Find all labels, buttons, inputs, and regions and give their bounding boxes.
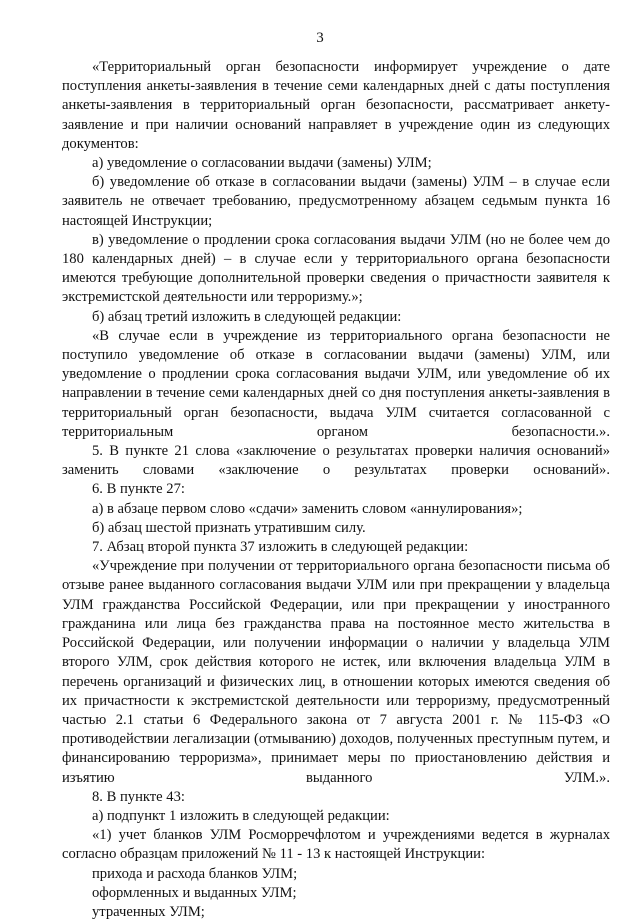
paragraph-item-b: б) уведомление об отказе в согласовании выдачи (замены) УЛМ – в случае если заявитель не отвечает требованию, предусмотренному абзацем седьмым пункта 16 настоящей Инструкции;	[62, 174, 610, 229]
list-item-lost: утраченных УЛМ;	[92, 903, 205, 920]
page-number: 3	[316, 30, 324, 46]
paragraph-point-6: 6. В пункте 27:	[92, 481, 185, 498]
paragraph-point-5: 5. В пункте 21 слова «заключение о результатах проверки наличия оснований» заменить словами «заключение о результатах проверки оснований».	[62, 443, 610, 479]
list-item-issued: оформленных и выданных УЛМ;	[92, 884, 297, 901]
paragraph-point-8a: а) подпункт 1 изложить в следующей редакции:	[92, 807, 390, 824]
paragraph-quote-agreement: «В случае если в учреждение из территориального органа безопасности не поступило уведомление об отказе в согласовании выдачи (замены) УЛМ, или уведомление о продлении срока согласования выдачи УЛМ, или уведомление об их направлении в течение семи календарных дней со дня поступления анкеты-заявления в территориальный орган безопасности, выдача УЛМ считается согласованной с территориальным органом безопасности.».	[62, 327, 610, 440]
paragraph-notification-intro: «Территориальный орган безопасности информирует учреждение о дате поступления анкеты-заявления в течение семи календарных дней с даты поступления анкеты-заявления в территориальный орган безопасности, рассматривает анкету-заявление и при наличии оснований направляет в учреждение один из следующих документов:	[62, 59, 610, 152]
list-item-income-expense: прихода и расхода бланков УЛМ;	[92, 865, 298, 882]
paragraph-point-8: 8. В пункте 43:	[92, 788, 185, 805]
paragraph-item-a: а) уведомление о согласовании выдачи (замены) УЛМ;	[92, 155, 432, 172]
paragraph-item-v: в) уведомление о продлении срока согласования выдачи УЛМ (но не более чем до 180 календарных дней) – в случае если у территориального органа безопасности имеются требующие дополнительной проверки сведения о причастности заявителя к экстремистской деятельности или терроризму.»;	[62, 231, 610, 306]
paragraph-point-7: 7. Абзац второй пункта 37 изложить в следующей редакции:	[92, 539, 469, 556]
paragraph-subpoint-1: «1) учет бланков УЛМ Росморречфлотом и учреждениями ведется в журналах согласно образцам приложений № 11 - 13 к настоящей Инструкции:	[62, 827, 610, 863]
paragraph-point-6a: а) в абзаце первом слово «сдачи» заменить словом «аннулирования»;	[92, 500, 523, 517]
document-body	[62, 58, 610, 922]
paragraph-point-6b: б) абзац шестой признать утратившим силу.	[92, 519, 366, 536]
paragraph-abzac-third: б) абзац третий изложить в следующей редакции:	[92, 308, 402, 325]
paragraph-quote-revocation: «Учреждение при получении от территориального органа безопасности письма об отзыве ранее выданного согласования выдачи УЛМ или при прекращении у владельца УЛМ гражданства Российской Федерации, или при прекращении у иностранного гражданина или лица без гражданства права на постоянное место жительства в Российской Федерации, или получении информации о наличии у владельца УЛМ второго УЛМ, срок действия которого не истек, или включения владельца УЛМ в перечень организаций и физических лиц, в отношении которых имеются сведения об их причастности к экстремистской деятельности или терроризму, предусмотренный частью 2.1 статьи 6 Федерального закона от 7 августа 2001 г. № 115-ФЗ «О противодействии легализации (отмыванию) доходов, полученных преступным путем, и финансированию терроризма», принимает меры по приостановлению действия и изъятию выданного УЛМ.».	[62, 558, 610, 786]
